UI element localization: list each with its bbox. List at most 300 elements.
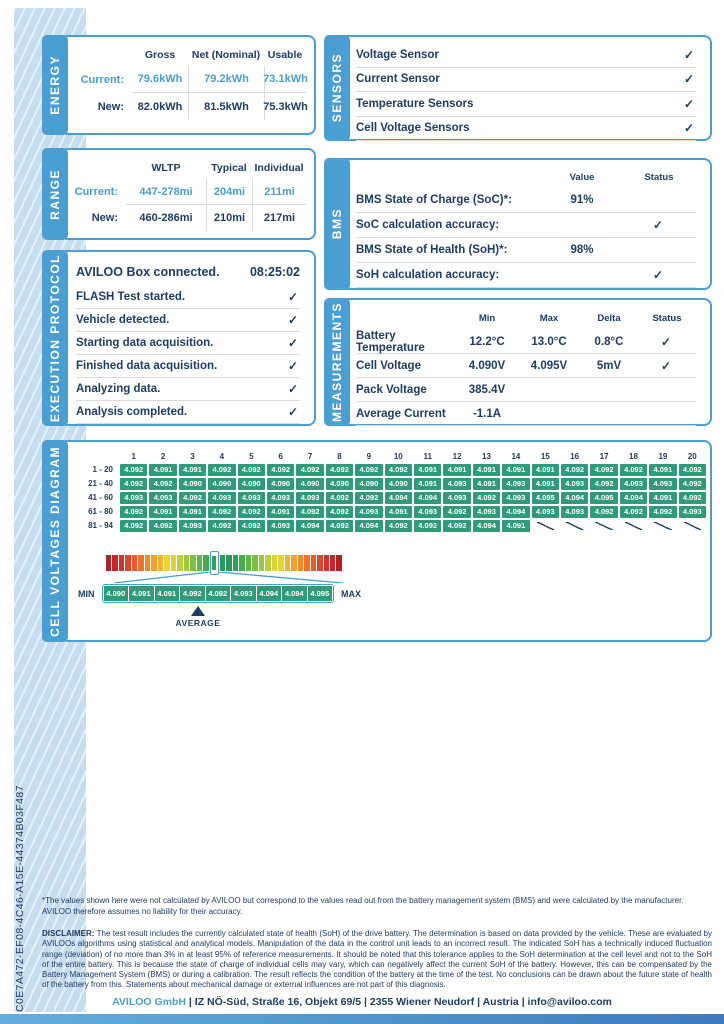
value-cell: 460-286mi bbox=[139, 212, 193, 224]
footer-address: | IZ NÖ-Süd, Straße 16, Objekt 69/5 | 2355 Wiener Neudorf | Austria | info@aviloo.com bbox=[186, 996, 612, 1008]
min-cell: 12.2°C bbox=[469, 336, 505, 348]
min-cell: -1.1A bbox=[472, 407, 502, 420]
scale-connector-lines bbox=[62, 572, 710, 583]
cell-voltage: 4.092 bbox=[296, 464, 323, 476]
execution-protocol-tab-label: EXECUTION PROTOCOL bbox=[48, 253, 62, 423]
cell-voltage: 4.092 bbox=[267, 464, 294, 476]
cell-voltage: 4.090 bbox=[208, 478, 235, 490]
disclaimer-body: The test result includes the currently calculated state of health (SoH) of the drive battery. The determination is based on data provided by the vehicle. These are evaluated by AVILOOs algorithms using statistical and analytical models. Manipulation of the data in the control unit leads to an incorrect result. The indicated SoH has a technically induced fluctuation range (deviation) of no more than 3% in at least 95% of reference measurements. It should be noted that this tolerance applies to the SoH determination at the cell level and not to the SoH of the entire battery. This is because the state of charge of individual cells may vary, which can negatively affect the current SoH of the battery. However, this can be compensated by the Battery Management System (BMS) or during a calibration. The result reflects the condition of the battery at the time of the test. No conclusions can be drawn about the future state of health of the battery from this. Statements about mechanical damage or external influences are not part of this diagnosis. bbox=[42, 929, 712, 990]
scale-value-cell: 4.090 bbox=[104, 586, 129, 601]
cell-voltage: 4.092 bbox=[590, 506, 617, 518]
column-header: Delta bbox=[597, 312, 621, 324]
cell-voltage: 4.095 bbox=[590, 492, 617, 504]
bms-card bbox=[340, 158, 712, 290]
scale-segment bbox=[278, 555, 283, 571]
check-item-label: Vehicle detected. bbox=[76, 314, 170, 326]
scale-segment bbox=[177, 555, 182, 571]
column-header: Min bbox=[478, 312, 496, 324]
value-cell: 73.1kWh bbox=[264, 66, 306, 93]
grid-row-label: 1 - 20 bbox=[92, 465, 113, 474]
max-cell: 13.0°C bbox=[531, 336, 567, 348]
grid-column-header: 6 bbox=[278, 452, 283, 461]
footer-company: AVILOO GmbH bbox=[112, 996, 187, 1008]
row-label: SoC calculation accuracy: bbox=[356, 219, 500, 231]
cell-voltage: 4.093 bbox=[355, 506, 382, 518]
table-row bbox=[74, 179, 302, 205]
measurement-row bbox=[356, 402, 696, 426]
check-icon: ✓ bbox=[287, 290, 298, 304]
scale-segment bbox=[233, 555, 238, 571]
check-item-label: Analysis completed. bbox=[76, 406, 188, 418]
cell-voltage: 4.091 bbox=[149, 464, 176, 476]
cell-voltage: 4.092 bbox=[385, 464, 412, 476]
cell-voltage: 4.090 bbox=[267, 478, 294, 490]
column-header: Net (Nominal) bbox=[191, 49, 261, 61]
check-item-label: Analyzing data. bbox=[76, 383, 161, 395]
check-item bbox=[76, 378, 300, 401]
cell-voltage: 4.092 bbox=[355, 464, 382, 476]
scale-segment bbox=[259, 555, 264, 571]
grid-column-header: 14 bbox=[511, 452, 521, 461]
cell-voltages-tab-label: CELL VOLTAGES DIAGRAM bbox=[48, 445, 62, 637]
delta-cell: 0.8°C bbox=[594, 336, 624, 348]
cell-voltage: 4.094 bbox=[296, 520, 323, 532]
bms-values-footnote: *The values shown here were not calculated by AVILOO but correspond to the values read out from the battery management system (BMS) and were calculated by the manufacturer. AVILOO therefore assumes no liability for their accuracy. bbox=[42, 896, 684, 916]
cell-voltage: 4.093 bbox=[149, 492, 176, 504]
cell-voltage: 4.093 bbox=[238, 492, 265, 504]
grid-column-header: 9 bbox=[366, 452, 372, 461]
empty-cell-slash bbox=[561, 520, 588, 532]
scale-segment bbox=[285, 555, 290, 571]
cell-voltage: 4.092 bbox=[238, 464, 265, 476]
cell-voltage: 4.093 bbox=[208, 492, 235, 504]
value-cell: 82.0kWh bbox=[137, 100, 183, 113]
bms-table bbox=[342, 160, 710, 288]
scale-segment bbox=[291, 555, 296, 571]
cell-voltage: 4.090 bbox=[238, 478, 265, 490]
cell-voltage: 4.092 bbox=[561, 464, 588, 476]
cell-voltage: 4.090 bbox=[296, 478, 323, 490]
check-item-label: Cell Voltage Sensors bbox=[356, 122, 470, 135]
scale-segment bbox=[252, 555, 257, 571]
check-item bbox=[76, 309, 300, 332]
scale-segment bbox=[304, 555, 309, 571]
sensors-tab-label: SENSORS bbox=[330, 53, 344, 123]
empty-cell-slash bbox=[620, 520, 647, 532]
value-cell: 75.3kWh bbox=[264, 93, 306, 120]
footer-contact-line bbox=[0, 996, 724, 1008]
check-item bbox=[76, 355, 300, 378]
cell-voltage: 4.092 bbox=[679, 464, 706, 476]
column-header: Typical bbox=[211, 162, 247, 174]
column-header: Value bbox=[569, 171, 595, 183]
footer-blue-bar bbox=[0, 1014, 724, 1024]
scale-value-cell: 4.093 bbox=[231, 586, 256, 601]
scale-segment bbox=[190, 555, 195, 571]
cell-voltage: 4.095 bbox=[532, 492, 559, 504]
check-icon: ✓ bbox=[660, 335, 672, 349]
scale-segment bbox=[272, 555, 277, 571]
scale-segment bbox=[112, 555, 117, 571]
check-icon: ✓ bbox=[660, 358, 672, 373]
cell-voltage: 4.092 bbox=[120, 478, 147, 490]
grid-column-header: 16 bbox=[570, 452, 580, 461]
scale-value-cell: 4.095 bbox=[308, 586, 333, 601]
grid-row-label: 21 - 40 bbox=[88, 479, 113, 488]
cell-voltage: 4.091 bbox=[532, 478, 559, 490]
scale-segment bbox=[184, 555, 189, 571]
measurements-tab bbox=[324, 298, 350, 426]
cell-voltage: 4.092 bbox=[679, 492, 706, 504]
check-item bbox=[76, 286, 300, 309]
grid-column-header: 20 bbox=[687, 452, 697, 461]
execution-protocol-card bbox=[60, 250, 316, 426]
scale-segment bbox=[265, 555, 270, 571]
scale-segment bbox=[336, 555, 341, 571]
cell-voltage: 4.092 bbox=[620, 464, 647, 476]
check-icon: ✓ bbox=[683, 121, 694, 136]
row-label: SoH calculation accuracy: bbox=[356, 269, 500, 281]
scale-segment bbox=[197, 555, 202, 571]
check-icon: ✓ bbox=[683, 96, 694, 111]
scale-highlight-segment bbox=[212, 556, 216, 570]
cell-voltage: 4.092 bbox=[473, 492, 500, 504]
cell-voltage: 4.092 bbox=[385, 520, 412, 532]
grid-column-header: 1 bbox=[131, 452, 136, 461]
energy-card bbox=[60, 35, 316, 135]
cell-voltage: 4.092 bbox=[208, 464, 235, 476]
cell-voltage: 4.093 bbox=[443, 492, 470, 504]
cell-voltage: 4.092 bbox=[326, 506, 353, 518]
bms-row bbox=[356, 188, 696, 213]
value-cell: 204mi bbox=[206, 179, 252, 205]
cell-voltage: 4.092 bbox=[649, 506, 676, 518]
execution-checklist bbox=[76, 286, 300, 424]
scale-segment bbox=[317, 555, 322, 571]
cell-voltage: 4.094 bbox=[502, 506, 529, 518]
cell-voltage: 4.094 bbox=[473, 520, 500, 532]
cell-voltage: 4.094 bbox=[414, 492, 441, 504]
value-cell: 211mi bbox=[252, 179, 306, 205]
grid-column-header: 10 bbox=[393, 452, 403, 461]
scale-value-cell: 4.092 bbox=[180, 586, 205, 601]
bms-row bbox=[356, 263, 696, 288]
cell-voltage: 4.092 bbox=[326, 520, 353, 532]
column-header: Gross bbox=[144, 49, 176, 61]
cell-voltage: 4.092 bbox=[443, 520, 470, 532]
check-item-label: Starting data acquisition. bbox=[76, 337, 214, 349]
cell-voltage: 4.091 bbox=[414, 464, 441, 476]
cell-voltage: 4.092 bbox=[238, 506, 265, 518]
scale-segment bbox=[158, 555, 163, 571]
cell-voltage: 4.092 bbox=[120, 464, 147, 476]
min-cell: 4.090V bbox=[468, 359, 506, 372]
scale-segment bbox=[226, 555, 231, 571]
bms-tab bbox=[324, 158, 350, 290]
grid-row-label: 61 - 80 bbox=[88, 507, 113, 516]
voltage-value-strip bbox=[102, 584, 335, 603]
check-item bbox=[356, 43, 696, 68]
cell-voltage: 4.091 bbox=[267, 506, 294, 518]
cell-voltage: 4.091 bbox=[443, 464, 470, 476]
column-header: Status bbox=[644, 171, 674, 183]
row-label: Current: bbox=[74, 186, 118, 198]
grid-row-label: 41 - 60 bbox=[88, 493, 113, 502]
cell-voltage: 4.093 bbox=[414, 506, 441, 518]
row-label: Battery Temperature bbox=[356, 330, 425, 354]
cell-voltage: 4.091 bbox=[473, 478, 500, 490]
cell-voltage: 4.091 bbox=[414, 478, 441, 490]
row-label: Current: bbox=[80, 73, 124, 86]
sensors-card bbox=[340, 35, 712, 141]
cell-voltage: 4.093 bbox=[502, 492, 529, 504]
cell-voltage: 4.090 bbox=[355, 478, 382, 490]
cell-voltage: 4.093 bbox=[532, 506, 559, 518]
cell-voltage: 4.091 bbox=[649, 492, 676, 504]
average-label: AVERAGE bbox=[175, 618, 221, 628]
cell-voltage: 4.093 bbox=[620, 478, 647, 490]
grid-column-header: 8 bbox=[337, 452, 342, 461]
check-icon: ✓ bbox=[652, 218, 664, 232]
cell-voltage: 4.094 bbox=[385, 492, 412, 504]
scale-segment bbox=[106, 555, 111, 571]
grid-column-header: 17 bbox=[599, 452, 609, 461]
empty-cell-slash bbox=[532, 520, 559, 532]
value-cell: 91% bbox=[570, 194, 594, 206]
scale-segment bbox=[311, 555, 316, 571]
sensors-checklist bbox=[342, 37, 710, 141]
cell-voltage: 4.093 bbox=[179, 520, 206, 532]
cell-voltage: 4.092 bbox=[296, 506, 323, 518]
value-cell: 217mi bbox=[252, 205, 306, 231]
cell-voltage: 4.092 bbox=[208, 506, 235, 518]
cell-voltage: 4.091 bbox=[179, 506, 206, 518]
max-label: MAX bbox=[341, 588, 361, 599]
scale-value-cell: 4.092 bbox=[206, 586, 231, 601]
cell-voltage: 4.093 bbox=[679, 506, 706, 518]
cell-voltage: 4.090 bbox=[326, 478, 353, 490]
cell-voltage: 4.094 bbox=[355, 520, 382, 532]
cell-voltage: 4.093 bbox=[502, 478, 529, 490]
execution-protocol-tab bbox=[42, 250, 68, 426]
row-label: Cell Voltage bbox=[356, 359, 421, 372]
cell-voltage: 4.091 bbox=[473, 464, 500, 476]
check-icon: ✓ bbox=[683, 72, 694, 87]
scale-segment bbox=[151, 555, 156, 571]
range-table bbox=[62, 150, 314, 231]
energy-tab bbox=[42, 35, 68, 135]
grid-row-label: 81 - 94 bbox=[88, 521, 113, 530]
row-label: BMS State of Health (SoH)*: bbox=[356, 244, 508, 256]
sensors-tab bbox=[324, 35, 350, 141]
check-item-label: Finished data acquisition. bbox=[76, 360, 218, 372]
cell-voltage: 4.093 bbox=[649, 478, 676, 490]
cell-voltage: 4.090 bbox=[179, 478, 206, 490]
cell-voltage: 4.091 bbox=[502, 520, 529, 532]
average-marker-icon bbox=[191, 606, 205, 616]
cell-voltage: 4.093 bbox=[267, 492, 294, 504]
scale-segment bbox=[119, 555, 124, 571]
row-label: New: bbox=[91, 212, 118, 224]
measurements-card bbox=[340, 298, 712, 426]
check-icon: ✓ bbox=[287, 359, 298, 373]
table-row bbox=[74, 93, 308, 120]
scale-segment bbox=[164, 555, 169, 571]
check-item-label: FLASH Test started. bbox=[76, 291, 186, 303]
column-header: Max bbox=[539, 312, 559, 324]
disclaimer-text bbox=[42, 929, 712, 991]
column-header: Usable bbox=[267, 49, 303, 61]
value-cell: 79.6kWh bbox=[132, 66, 188, 93]
column-header: Status bbox=[652, 312, 682, 324]
grid-column-header: 13 bbox=[482, 452, 491, 461]
cell-voltage: 4.092 bbox=[326, 464, 353, 476]
cell-voltage: 4.092 bbox=[149, 520, 176, 532]
cell-voltage: 4.093 bbox=[561, 478, 588, 490]
grid-column-header: 19 bbox=[658, 452, 668, 461]
grid-column-header: 3 bbox=[190, 452, 195, 461]
grid-column-header: 4 bbox=[219, 452, 225, 461]
bms-row bbox=[356, 238, 696, 263]
corner-cell bbox=[72, 452, 118, 462]
check-item bbox=[356, 92, 696, 117]
cell-voltage: 4.092 bbox=[414, 520, 441, 532]
value-cell: 81.5kWh bbox=[188, 93, 264, 120]
cell-voltage: 4.090 bbox=[385, 478, 412, 490]
energy-tab-label: ENERGY bbox=[48, 55, 62, 115]
row-label: Pack Voltage bbox=[356, 383, 427, 396]
cell-voltage: 4.092 bbox=[620, 506, 647, 518]
cell-voltage: 4.092 bbox=[149, 478, 176, 490]
check-item-label: Temperature Sensors bbox=[356, 97, 474, 110]
check-item bbox=[356, 117, 696, 142]
max-cell: 4.095V bbox=[530, 359, 568, 372]
check-item bbox=[76, 401, 300, 424]
scale-value-cell: 4.094 bbox=[282, 586, 307, 601]
check-icon: ✓ bbox=[652, 268, 664, 282]
value-cell: 210mi bbox=[206, 205, 252, 231]
cell-voltage-grid bbox=[72, 452, 706, 532]
check-icon: ✓ bbox=[287, 336, 298, 350]
scale-segment bbox=[171, 555, 176, 571]
scale-segment bbox=[220, 555, 225, 571]
grid-column-header: 18 bbox=[629, 452, 638, 461]
scale-segment bbox=[298, 555, 303, 571]
range-card bbox=[60, 148, 316, 240]
cell-voltage: 4.091 bbox=[149, 506, 176, 518]
cell-voltage: 4.093 bbox=[473, 506, 500, 518]
empty-cell-slash bbox=[590, 520, 617, 532]
value-cell: 98% bbox=[570, 244, 594, 256]
cell-voltage: 4.093 bbox=[443, 478, 470, 490]
cell-voltage: 4.093 bbox=[267, 520, 294, 532]
cell-voltage: 4.094 bbox=[620, 492, 647, 504]
voltage-color-scale bbox=[106, 555, 342, 571]
scale-segment bbox=[324, 555, 329, 571]
cell-voltage: 4.091 bbox=[502, 464, 529, 476]
cell-voltage: 4.091 bbox=[385, 506, 412, 518]
min-label: MIN bbox=[78, 588, 95, 599]
cell-voltage: 4.091 bbox=[649, 464, 676, 476]
empty-cell-slash bbox=[679, 520, 706, 532]
range-tab bbox=[42, 148, 68, 240]
min-max-scale-row bbox=[78, 584, 361, 603]
check-item bbox=[76, 332, 300, 355]
scale-segment bbox=[203, 555, 208, 571]
grid-column-header: 12 bbox=[452, 452, 462, 461]
table-header-row bbox=[74, 157, 302, 179]
measurement-row bbox=[356, 354, 696, 378]
cell-voltage: 4.091 bbox=[532, 464, 559, 476]
row-label: New: bbox=[97, 100, 124, 113]
scale-segment bbox=[132, 555, 137, 571]
cell-voltage: 4.091 bbox=[179, 464, 206, 476]
check-icon: ✓ bbox=[683, 47, 694, 62]
row-label: Average Current bbox=[356, 407, 446, 420]
scale-segment bbox=[145, 555, 150, 571]
check-item bbox=[356, 68, 696, 93]
row-label: BMS State of Charge (SoC)*: bbox=[356, 194, 512, 206]
cell-voltages-tab bbox=[42, 440, 68, 642]
check-icon: ✓ bbox=[287, 313, 298, 327]
column-header: WLTP bbox=[151, 162, 181, 174]
min-cell: 385.4V bbox=[468, 383, 506, 396]
cell-voltage: 4.092 bbox=[679, 478, 706, 490]
cell-voltage: 4.092 bbox=[238, 520, 265, 532]
cell-voltage: 4.092 bbox=[179, 492, 206, 504]
scale-segment bbox=[246, 555, 251, 571]
scale-segment bbox=[138, 555, 143, 571]
value-cell: 447-278mi bbox=[126, 179, 206, 205]
cell-voltage: 4.092 bbox=[590, 478, 617, 490]
measurements-table bbox=[342, 300, 710, 426]
cell-voltage: 4.093 bbox=[120, 492, 147, 504]
scale-segment bbox=[239, 555, 244, 571]
grid-column-header: 11 bbox=[423, 452, 432, 461]
grid-column-header: 7 bbox=[307, 452, 313, 461]
cell-voltage: 4.092 bbox=[443, 506, 470, 518]
execution-title: AVILOO Box connected. bbox=[76, 265, 220, 279]
cell-voltage: 4.092 bbox=[120, 506, 147, 518]
cell-voltage: 4.093 bbox=[296, 492, 323, 504]
bms-row bbox=[356, 213, 696, 238]
scale-value-cell: 4.091 bbox=[155, 586, 180, 601]
grid-column-header: 5 bbox=[249, 452, 254, 461]
check-icon: ✓ bbox=[287, 405, 298, 419]
cell-voltage: 4.092 bbox=[120, 520, 147, 532]
grid-column-header: 15 bbox=[540, 452, 550, 461]
cell-voltage: 4.092 bbox=[590, 464, 617, 476]
check-item-label: Current Sensor bbox=[356, 73, 440, 86]
bms-tab-label: BMS bbox=[330, 208, 344, 240]
table-row bbox=[74, 66, 308, 93]
measurements-tab-label: MEASUREMENTS bbox=[330, 301, 344, 422]
cell-voltage: 4.092 bbox=[355, 492, 382, 504]
scale-value-cell: 4.094 bbox=[257, 586, 282, 601]
check-icon: ✓ bbox=[287, 382, 298, 396]
table-row bbox=[74, 205, 302, 231]
check-item-label: Voltage Sensor bbox=[356, 48, 439, 61]
delta-cell: 5mV bbox=[596, 359, 622, 372]
measurement-row bbox=[356, 330, 696, 354]
disclaimer-label: DISCLAIMER: bbox=[42, 929, 95, 938]
energy-table bbox=[62, 37, 314, 120]
measurement-row bbox=[356, 378, 696, 402]
scale-value-cell: 4.091 bbox=[129, 586, 154, 601]
value-cell: 79.2kWh bbox=[188, 66, 264, 93]
table-header-row bbox=[74, 44, 302, 66]
scale-segment bbox=[125, 555, 130, 571]
